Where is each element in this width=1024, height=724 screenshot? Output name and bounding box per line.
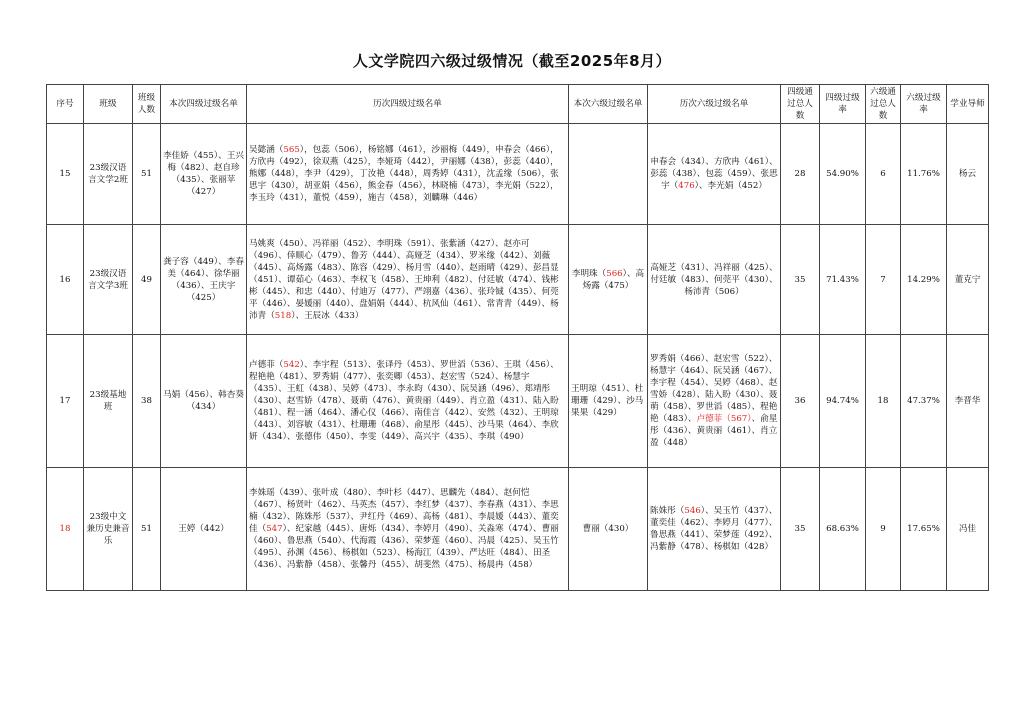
row-cet6-current: 王明琼（451）、杜珊珊（429）、沙马果果（429） [569, 335, 648, 468]
header-cet4-total: 四级通过总人数 [781, 85, 820, 124]
row-cet4-history: 马姚爽（450）、冯祥丽（452）、李明珠（591）、张紫涵（427）、赵亦可（496）、倖顺心（479）、鲁芳（444）、高娅芝（434）、罗米缘（442）、刘薇（445）、高炀露（483）、陈容（429）、杨月雪（440）、赵雨晴（429）、彭昌显（451）、谭茹心（463）、李权飞（458）、王坤利（482）、付廷敏（474）、钱彬彬（445）、和忠（440）、付迪万（477）、严翊嘉（436）、张玲铖（435）、何莞平（446）、晏媛丽（440）、盘娟娟（444）、杭风仙（461）、常青青（449）、杨沛青（518）、王辰冰（433） [247, 225, 569, 335]
row-cet4-total: 36 [781, 335, 820, 468]
row-cet6-rate: 14.29% [901, 225, 947, 335]
row-class-size: 51 [133, 468, 161, 591]
row-tutor: 冯佳 [947, 468, 989, 591]
row-cet6-total: 18 [866, 335, 901, 468]
row-cet6-total: 7 [866, 225, 901, 335]
row-cet6-total: 9 [866, 468, 901, 591]
row-cet6-rate: 11.76% [901, 124, 947, 225]
row-cet6-current: 曹丽（430） [569, 468, 648, 591]
table-row [47, 335, 989, 468]
header-cet6-history: 历次六级过级名单 [648, 85, 781, 124]
row-cet4-rate: 71.43% [820, 225, 866, 335]
row-tutor: 杨云 [947, 124, 989, 225]
row-class: 23级汉语言文学3班 [84, 225, 133, 335]
row-class-size: 38 [133, 335, 161, 468]
row-cet6-history: 罗秀娟（466）、赵宏雪（522）、杨慧宇（464）、阮吴涵（467）、李宇程（454）、吴婷（468）、赵雪娇（428）、陆入盼（430）、聂萌（458）、罗世滔（485）、程艳艳（483）、卢德菲（567）、俞星彤（436）、黄贵丽（461）、肖立盈（448） [648, 335, 781, 468]
row-cet6-history: 申春会（434）、方欣冉（461）、彭蕊（438）、包蕊（459）、张思宇（476）、李光娟（452） [648, 124, 781, 225]
row-cet4-current: 王婷（442） [161, 468, 247, 591]
pass-rate-table [46, 84, 989, 591]
page-title: 人文学院四六级过级情况（截至2025年8月） [352, 52, 672, 70]
header-cet4-current: 本次四级过级名单 [161, 85, 247, 124]
header-cet4-history: 历次四级过级名单 [247, 85, 569, 124]
row-cet4-history: 李姝瑶（439）、张叶成（480）、李叶杉（447）、思麟先（484）、赵何恺（467）、杨贤叶（462）、马英杰（457）、李红梦（437）、李春燕（431）、李思楠（432）、陈姝彤（537）、尹红丹（469）、高杨（481）、李晨媛（443）、董奕佳（547）、纪家越（445）、唐烁（434）、李婷月（490）、关淼寒（474）、曹丽（460）、鲁思燕（540）、代海霞（436）、荣梦莲（460）、冯晨（425）、吴玉竹（495）、孙渊（456）、杨棋如（523）、杨海江（439）、严达旺（484）、田圣（436）、冯紫静（458）、张馨丹（455）、胡斐然（475）、杨晨冉（458） [247, 468, 569, 591]
row-cet4-total: 28 [781, 124, 820, 225]
header-cet6-total: 六级通过总人数 [866, 85, 901, 124]
row-class-size: 51 [133, 124, 161, 225]
row-tutor: 李晋华 [947, 335, 989, 468]
row-cet4-total: 35 [781, 468, 820, 591]
row-seq: 15 [47, 124, 84, 225]
header-class-size: 班级人数 [133, 85, 161, 124]
row-cet4-current: 马娟（456）、韩杏葵（434） [161, 335, 247, 468]
row-cet4-current: 李佳娇（455）、王兴梅（482）、赵自珍（435）、张丽苹（427） [161, 124, 247, 225]
row-cet6-history: 陈姝彤（546）、吴玉竹（437）、董奕佳（462）、李婷月（477）、鲁思燕（441）、荣梦莲（492）、冯紫静（478）、杨棋如（428） [648, 468, 781, 591]
row-cet6-rate: 17.65% [901, 468, 947, 591]
row-cet6-history: 高娅芝（431）、冯祥丽（425）、付廷敏（483）、何莞平（430）、杨沛青（506） [648, 225, 781, 335]
header-cet6-rate: 六级过级率 [901, 85, 947, 124]
row-cet6-total: 6 [866, 124, 901, 225]
table-row [47, 124, 989, 225]
row-cet4-history: 吴懿涵（565），包蕊（506），杨铭娜（461），沙丽梅（449），申春会（466），方欣冉（492），徐双燕（425），李娅琦（442），尹丽娜（438），彭蕊（440），熊娜（448），李尹（429），丁汝艳（448），周秀婷（431），沈孟缘（506），张思宇（430），胡亚娟（456），熊金春（456），林晓楠（473），李光娟（522），李玉玲（431），董悦（459），施吉（458），刘麟琳（446） [247, 124, 569, 225]
header-cet4-rate: 四级过级率 [820, 85, 866, 124]
row-cet6-current: 李明珠（566）、高炀露（475） [569, 225, 648, 335]
table-header-row [47, 85, 989, 124]
row-seq: 18 [47, 468, 84, 591]
row-cet4-rate: 94.74% [820, 335, 866, 468]
row-cet4-rate: 68.63% [820, 468, 866, 591]
row-cet4-current: 龚子容（449）、李春美（464）、徐华丽（436）、王庆宇（425） [161, 225, 247, 335]
row-seq: 17 [47, 335, 84, 468]
row-class-size: 49 [133, 225, 161, 335]
row-class: 23级汉语言文学2班 [84, 124, 133, 225]
header-tutor: 学业导师 [947, 85, 989, 124]
table-row [47, 468, 989, 591]
row-cet6-current [569, 124, 648, 225]
row-cet4-history: 卢德菲（542）、李宇程（513）、张译丹（453）、罗世滔（536）、王琪（456）、程艳艳（481）、罗秀娟（477）、张奕卿（453）、赵宏雪（524）、杨慧宇（435）、王虹（438）、吴婷（473）、李永昀（430）、阮吴涵（496）、郑靖彤（430）、赵雪娇（478）、聂萌（476）、黄贵丽（449）、肖立盈（431）、陆入盼（481）、程一涵（464）、潘心仪（466）、南佳言（442）、安然（432）、王明琼（443）、刘容敏（431）、杜珊珊（468）、俞星彤（445）、沙马果（464）、李欣妍（434）、张德伟（450）、李雯（449）、高兴宇（435）、李琪（490） [247, 335, 569, 468]
header-class: 班级 [84, 85, 133, 124]
row-cet4-rate: 54.90% [820, 124, 866, 225]
row-seq: 16 [47, 225, 84, 335]
header-seq: 序号 [47, 85, 84, 124]
row-tutor: 董克宁 [947, 225, 989, 335]
row-cet4-total: 35 [781, 225, 820, 335]
row-class: 23级中文兼历史兼音乐 [84, 468, 133, 591]
header-cet6-current: 本次六级过级名单 [569, 85, 648, 124]
row-cet6-rate: 47.37% [901, 335, 947, 468]
table-row [47, 225, 989, 335]
row-class: 23级基地班 [84, 335, 133, 468]
